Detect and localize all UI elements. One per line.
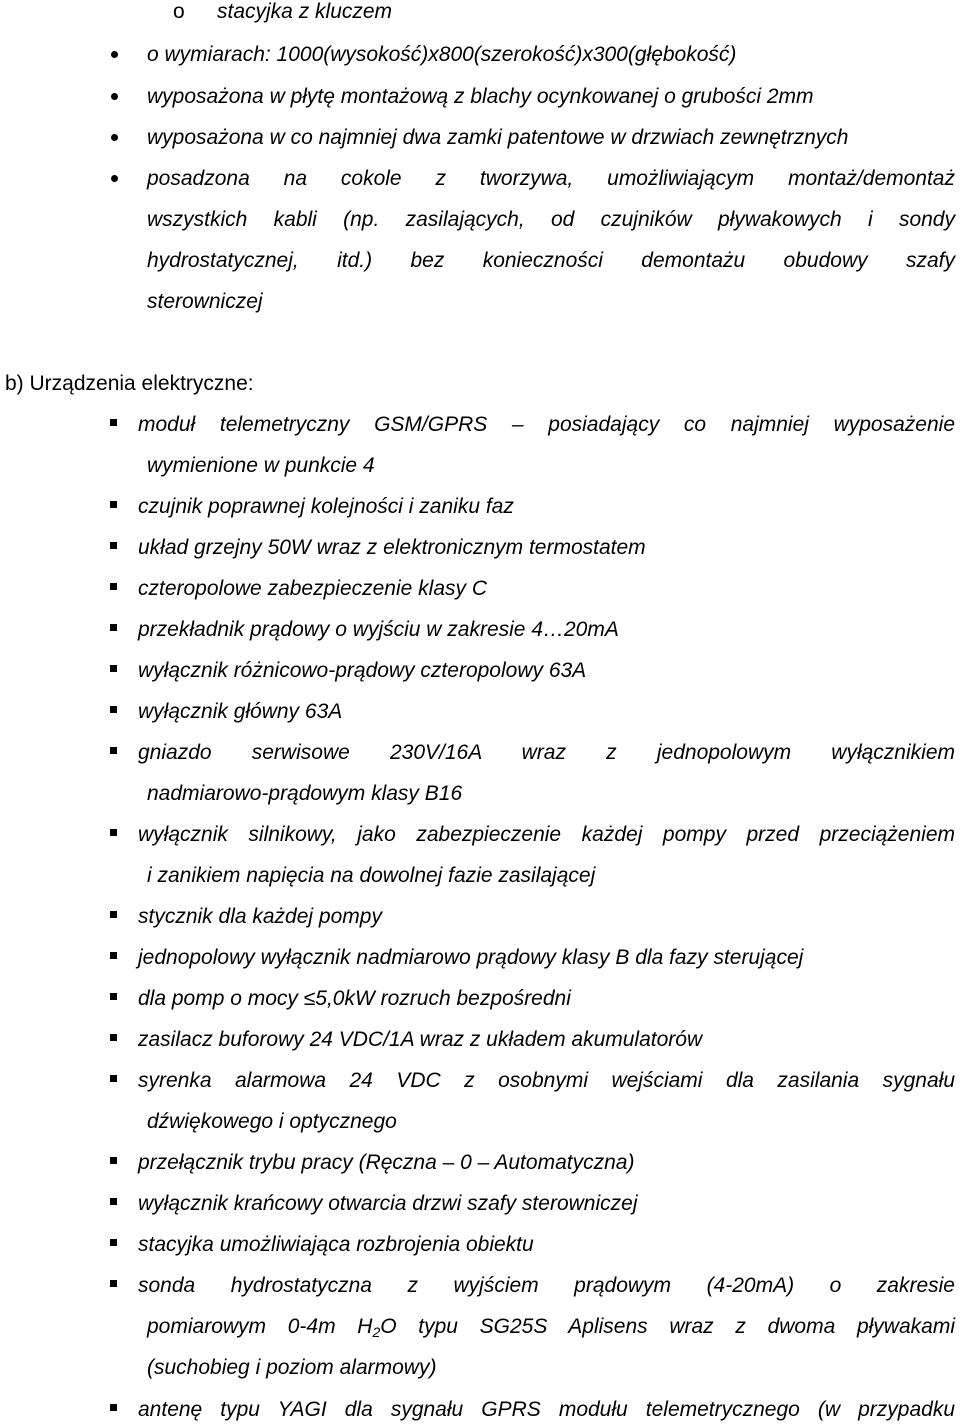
bullet-square-icon bbox=[110, 1280, 117, 1287]
bullet-square-icon bbox=[110, 1198, 117, 1205]
bullet-square-icon bbox=[110, 706, 117, 713]
bullet-dot-icon bbox=[111, 134, 118, 141]
list-item-line: antenę typu YAGI dla sygnału GPRS modułu telemetrycznego (w przypadku bbox=[138, 1398, 955, 1421]
bullet-square-icon bbox=[110, 1404, 117, 1411]
sub-bullet-marker: o bbox=[173, 0, 185, 23]
bullet-square-icon bbox=[110, 829, 117, 836]
bullet-square-icon bbox=[110, 747, 117, 754]
formula-text-pre: pomiarowym 0-4m H bbox=[147, 1315, 373, 1338]
list-item: wyposażona w płytę montażową z blachy ocynkowanej o grubości 2mm bbox=[147, 85, 814, 108]
list-item-line: dźwiękowego i optycznego bbox=[147, 1110, 397, 1133]
list-item-line: wymienione w punkcie 4 bbox=[147, 454, 375, 477]
bullet-square-icon bbox=[110, 419, 117, 426]
bullet-square-icon bbox=[110, 583, 117, 590]
list-item: czujnik poprawnej kolejności i zaniku faz bbox=[138, 495, 514, 518]
list-item: układ grzejny 50W wraz z elektronicznym termostatem bbox=[138, 536, 646, 559]
list-item: jednopolowy wyłącznik nadmiarowo prądowy klasy B dla fazy sterującej bbox=[138, 946, 804, 969]
list-item: wyłącznik różnicowo-prądowy czteropolowy 63A bbox=[138, 659, 587, 682]
list-item-line: hydrostatycznej, itd.) bez konieczności demontażu obudowy szafy bbox=[147, 249, 955, 272]
bullet-square-icon bbox=[110, 542, 117, 549]
list-item: wyłącznik główny 63A bbox=[138, 700, 343, 723]
list-item-line: wyłącznik silnikowy, jako zabezpieczenie każdej pompy przed przeciążeniem bbox=[138, 823, 955, 846]
bullet-square-icon bbox=[110, 993, 117, 1000]
list-item: czteropolowe zabezpieczenie klasy C bbox=[138, 577, 488, 600]
list-item: stycznik dla każdej pompy bbox=[138, 905, 382, 928]
list-item-line: i zanikiem napięcia na dowolnej fazie zasilającej bbox=[147, 864, 596, 887]
bullet-dot-icon bbox=[111, 51, 118, 58]
sub-list-item bbox=[0, 0, 960, 24]
bullet-square-icon bbox=[110, 911, 117, 918]
bullet-square-icon bbox=[110, 952, 117, 959]
list-item-line: (suchobieg i poziom alarmowy) bbox=[147, 1356, 437, 1379]
section-heading: b) Urządzenia elektryczne: bbox=[5, 372, 254, 395]
list-item: przełącznik trybu pracy (Ręczna – 0 – Automatyczna) bbox=[138, 1151, 635, 1174]
bullet-square-icon bbox=[110, 1239, 117, 1246]
bullet-dot-icon bbox=[111, 175, 118, 182]
list-item: zasilacz buforowy 24 VDC/1A wraz z układem akumulatorów bbox=[138, 1028, 703, 1051]
list-item: o wymiarach: 1000(wysokość)x800(szerokość)x300(głębokość) bbox=[147, 43, 737, 66]
bullet-dot-icon bbox=[111, 93, 118, 100]
bullet-square-icon bbox=[110, 1157, 117, 1164]
list-item-line: nadmiarowo-prądowym klasy B16 bbox=[147, 782, 463, 805]
bullet-square-icon bbox=[110, 1075, 117, 1082]
sub-list-item-text: stacyjka z kluczem bbox=[217, 0, 393, 23]
list-item-line: sterowniczej bbox=[147, 290, 263, 313]
bullet-square-icon bbox=[110, 1034, 117, 1041]
formula-subscript: 2 bbox=[372, 1324, 381, 1340]
list-item: stacyjka umożliwiająca rozbrojenia obiektu bbox=[138, 1233, 534, 1256]
list-item: dla pomp o mocy ≤5,0kW rozruch bezpośredni bbox=[138, 987, 571, 1010]
bullet-square-icon bbox=[110, 501, 117, 508]
list-item: przekładnik prądowy o wyjściu w zakresie 4…20mA bbox=[138, 618, 619, 641]
list-item-line: sonda hydrostatyczna z wyjściem prądowym (4-20mA) o zakresie bbox=[138, 1274, 955, 1297]
list-item-line: wszystkich kabli (np. zasilających, od czujników pływakowych i sondy bbox=[147, 208, 955, 231]
list-item-line: gniazdo serwisowe 230V/16A wraz z jednopolowym wyłącznikiem bbox=[138, 741, 955, 764]
bullet-square-icon bbox=[110, 624, 117, 631]
bullet-square-icon bbox=[110, 665, 117, 672]
list-item-line: moduł telemetryczny GSM/GPRS – posiadający co najmniej wyposażenie bbox=[138, 413, 955, 436]
list-item-line: posadzona na cokole z tworzywa, umożliwiającym montaż/demontaż bbox=[147, 167, 955, 190]
list-item-line bbox=[147, 1315, 955, 1344]
list-item-line: syrenka alarmowa 24 VDC z osobnymi wejściami dla zasilania sygnału bbox=[138, 1069, 955, 1092]
formula-text-post: O typu SG25S Aplisens wraz z dwoma pływakami bbox=[380, 1315, 955, 1338]
list-item: wyposażona w co najmniej dwa zamki patentowe w drzwiach zewnętrznych bbox=[147, 126, 849, 149]
list-item: wyłącznik krańcowy otwarcia drzwi szafy sterowniczej bbox=[138, 1192, 638, 1215]
